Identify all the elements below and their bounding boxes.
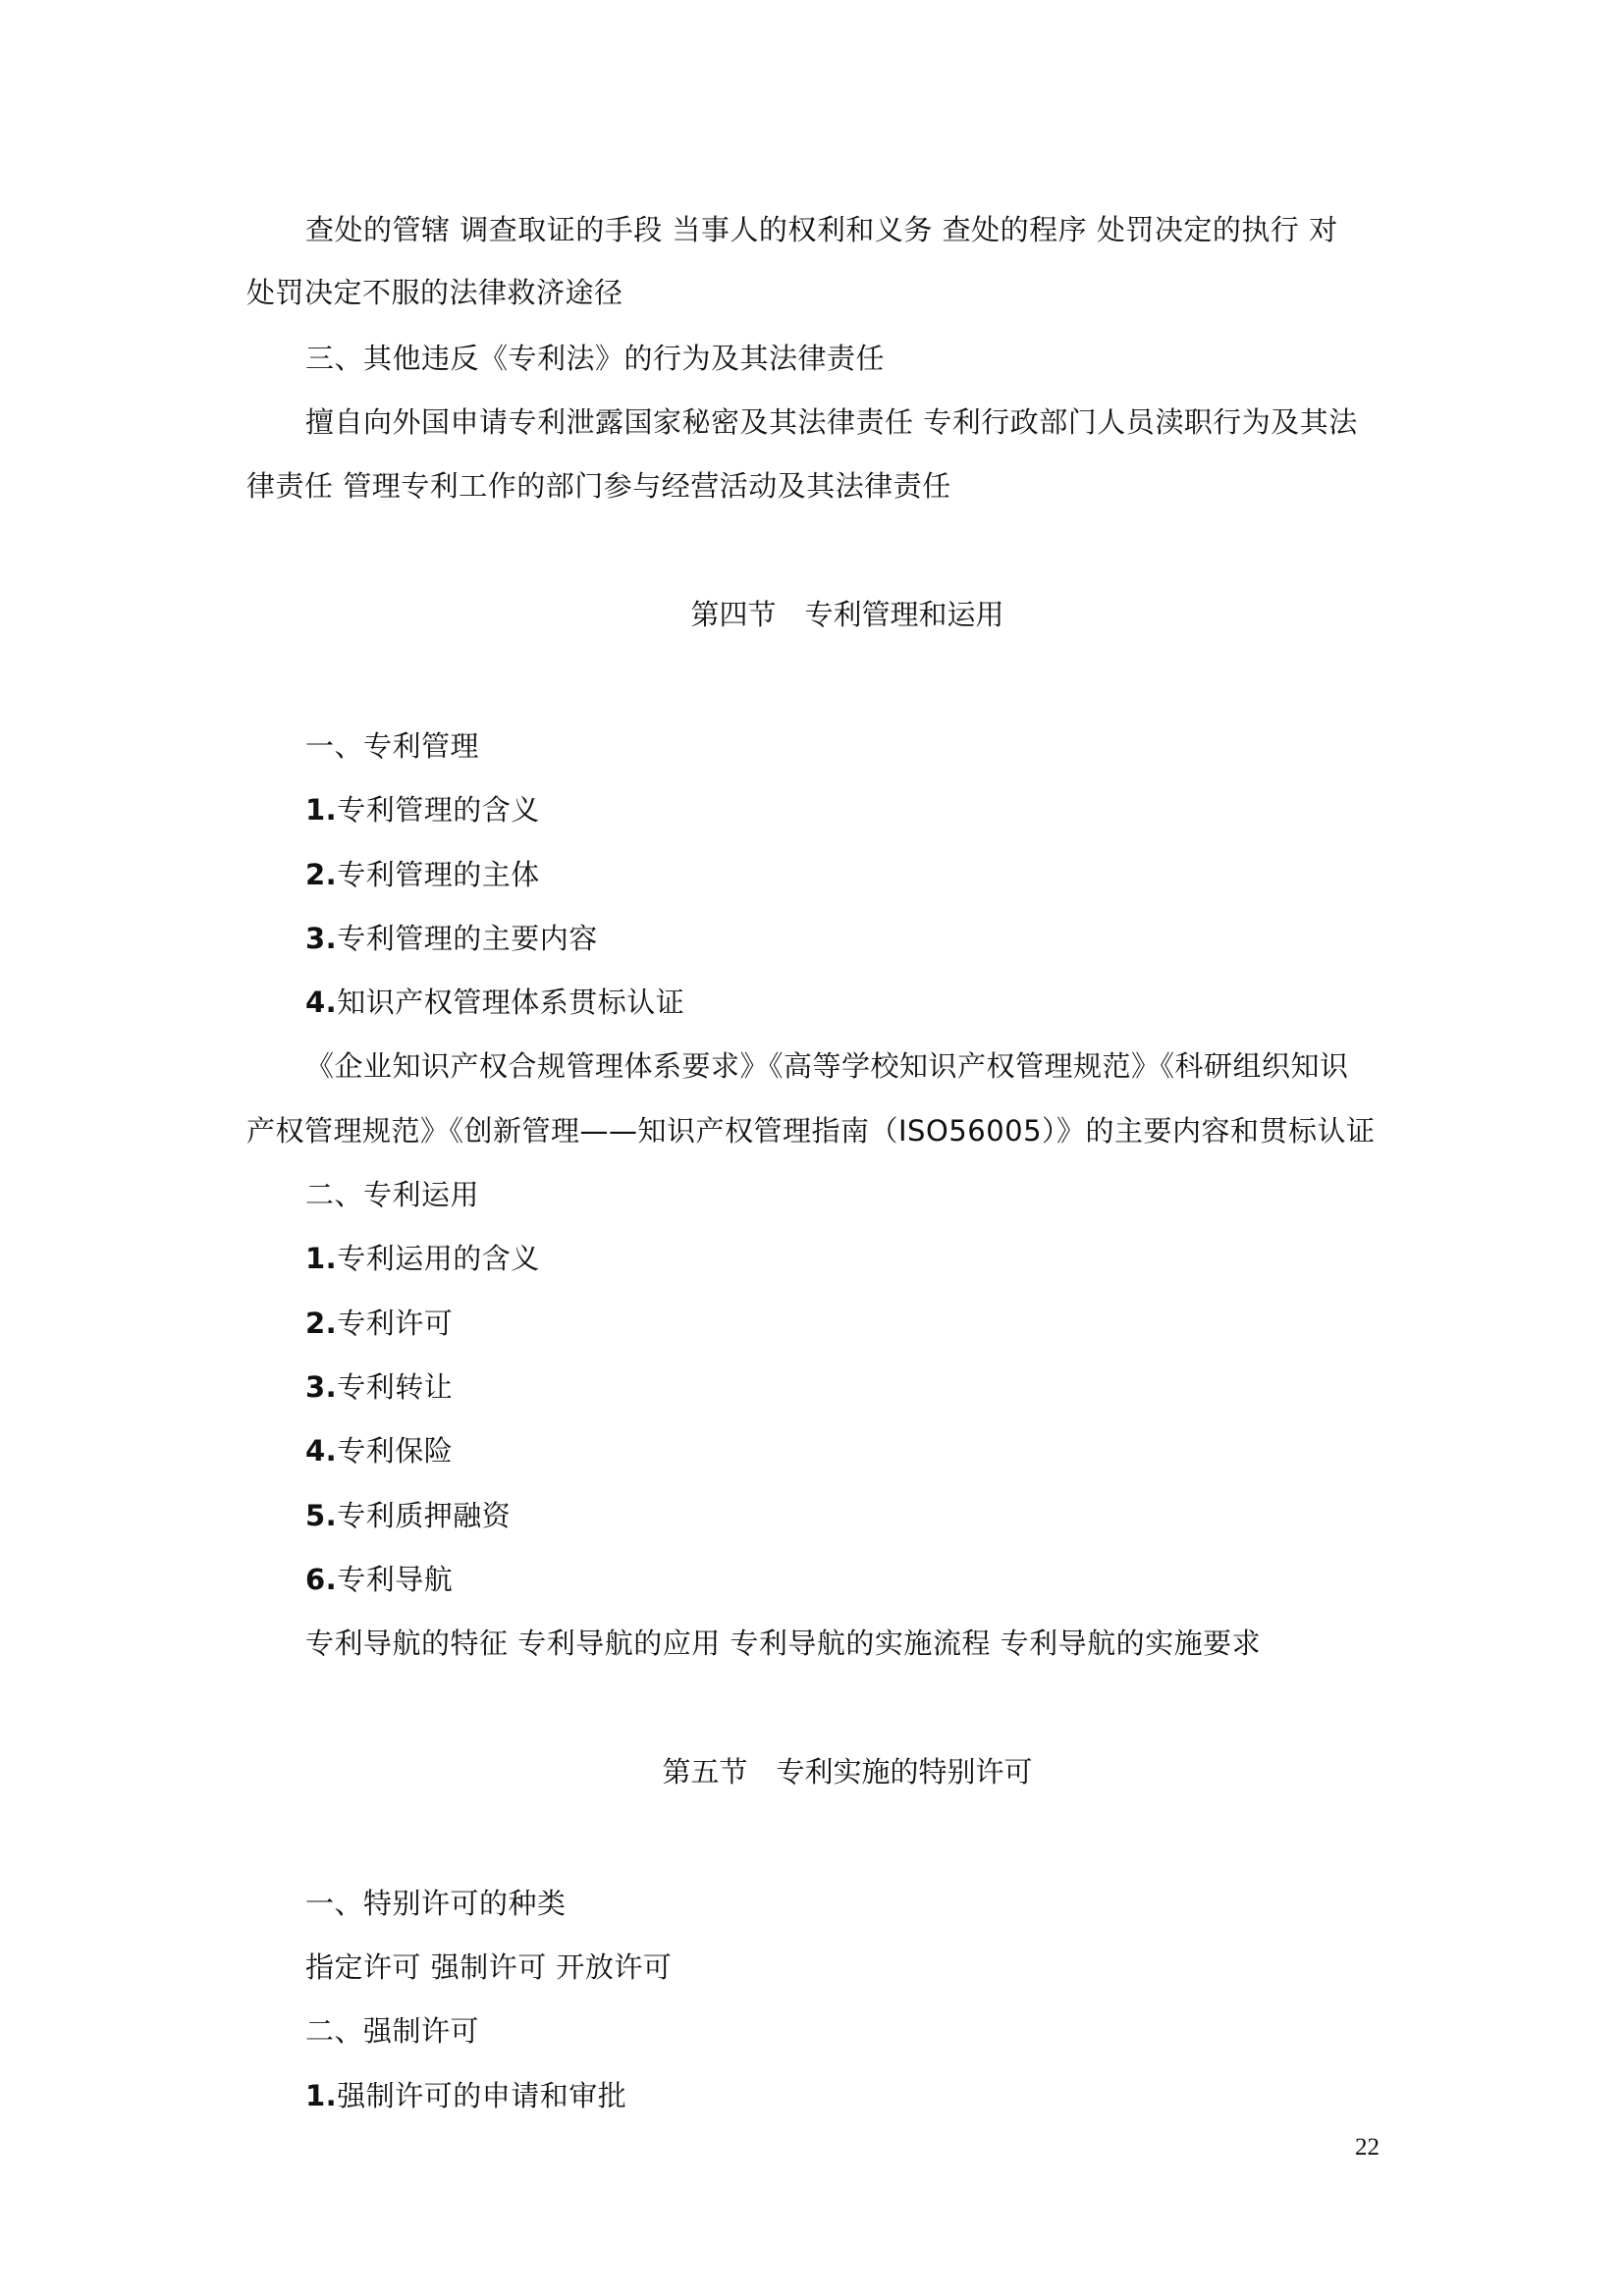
item-number: 3. [305, 922, 338, 955]
item-text: 专利导航 [337, 1563, 454, 1596]
item-text: 强制许可的申请和审批 [337, 2079, 627, 2112]
list-item [305, 1367, 453, 1407]
text-line: 指定许可 强制许可 开放许可 [305, 1950, 673, 1984]
text-line: 专利导航的特征 专利导航的应用 专利导航的实施流程 专利导航的实施要求 [305, 1627, 1262, 1660]
item-number: 5. [305, 1499, 338, 1532]
list-item [305, 790, 540, 829]
text-line: 产权管理规范》《创新管理——知识产权管理指南（ISO56005）》的主要内容和贯标认证 [246, 1114, 1376, 1148]
item-number: 1. [305, 793, 338, 827]
text-line: 《企业知识产权合规管理体系要求》《高等学校知识产权管理规范》《科研组织知识 [305, 1049, 1349, 1083]
item-number: 3. [305, 1370, 338, 1404]
item-number: 1. [305, 2079, 338, 2112]
item-text: 专利运用的含义 [337, 1242, 540, 1275]
subheading: 二、专利运用 [305, 1178, 480, 1211]
list-item [305, 983, 684, 1022]
item-text: 专利管理的主要内容 [337, 922, 598, 955]
item-text: 知识产权管理体系贯标认证 [337, 986, 685, 1019]
item-number: 2. [305, 858, 338, 891]
item-number: 1. [305, 1242, 338, 1275]
item-text: 专利管理的含义 [337, 793, 540, 827]
list-item [305, 855, 540, 894]
item-text: 专利质押融资 [337, 1499, 512, 1532]
item-text: 专利保险 [337, 1434, 454, 1468]
subheading: 一、特别许可的种类 [305, 1887, 567, 1920]
section-heading: 第五节 专利实施的特别许可 [662, 1755, 1033, 1789]
section-heading: 第四节 专利管理和运用 [690, 598, 1004, 631]
item-number: 6. [305, 1563, 338, 1596]
item-number: 4. [305, 1434, 338, 1468]
list-item [305, 2076, 626, 2115]
item-number: 4. [305, 986, 338, 1019]
list-item [305, 1431, 453, 1470]
subheading: 一、专利管理 [305, 729, 480, 763]
item-number: 2. [305, 1307, 338, 1340]
text-line: 查处的管辖 调查取证的手段 当事人的权利和义务 查处的程序 处罚决定的执行 对 [305, 213, 1338, 246]
list-item [305, 1560, 453, 1599]
item-text: 专利许可 [337, 1307, 454, 1340]
list-item [305, 1239, 540, 1278]
text-line: 擅自向外国申请专利泄露国家秘密及其法律责任 专利行政部门人员渎职行为及其法 [305, 405, 1358, 439]
page-number: 22 [1355, 2134, 1380, 2161]
item-text: 专利管理的主体 [337, 858, 540, 891]
list-item [305, 1304, 453, 1343]
subheading: 三、其他违反《专利法》的行为及其法律责任 [305, 342, 886, 375]
list-item [305, 919, 598, 958]
list-item [305, 1496, 511, 1535]
subheading: 二、强制许可 [305, 2014, 480, 2048]
item-text: 专利转让 [337, 1370, 454, 1404]
text-line: 律责任 管理专利工作的部门参与经营活动及其法律责任 [246, 469, 951, 503]
text-line: 处罚决定不服的法律救济途径 [246, 276, 623, 309]
